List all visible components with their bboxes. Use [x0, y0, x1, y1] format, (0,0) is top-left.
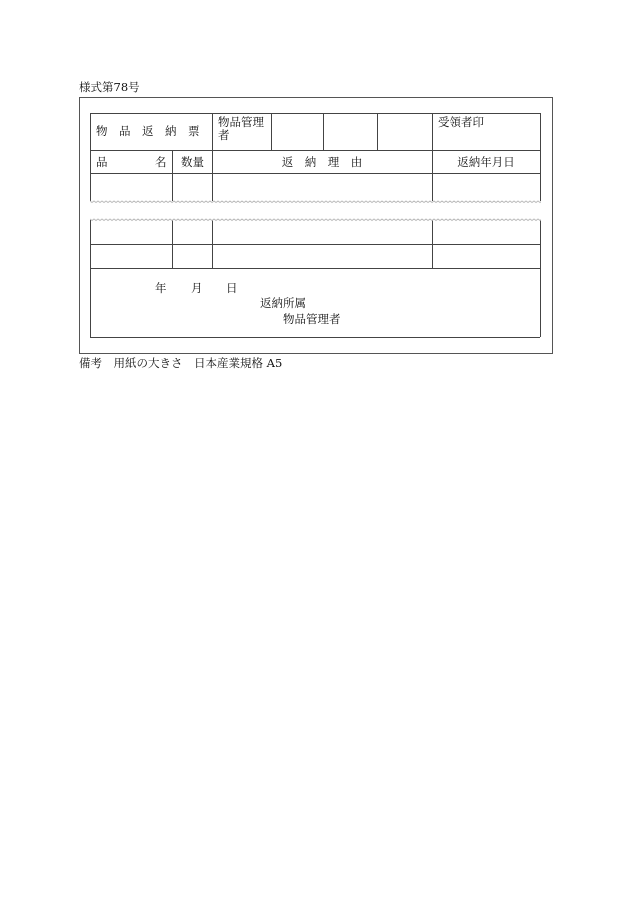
note: 備考 用紙の大きさ 日本産業規格 A5 — [79, 356, 283, 370]
title: 物 品 返 納 票 — [96, 124, 200, 138]
reason-header: 返 納 理 由 — [281, 155, 363, 169]
footer-department: 返納所属 — [260, 296, 306, 310]
item-name-header-1: 品 — [96, 155, 108, 169]
footer-manager: 物品管理者 — [283, 312, 341, 326]
form-number: 様式第78号 — [79, 80, 140, 94]
manager-header: 物品管理者 — [218, 115, 264, 142]
break-line — [90, 198, 541, 224]
return-date-header: 返納年月日 — [457, 155, 515, 169]
quantity-header: 数量 — [181, 155, 204, 169]
footer-year: 年 — [155, 281, 167, 295]
footer-day: 日 — [226, 281, 238, 295]
item-name-header-2: 名 — [155, 155, 167, 169]
receiver-seal-header: 受領者印 — [438, 115, 484, 129]
footer-month: 月 — [191, 281, 203, 295]
